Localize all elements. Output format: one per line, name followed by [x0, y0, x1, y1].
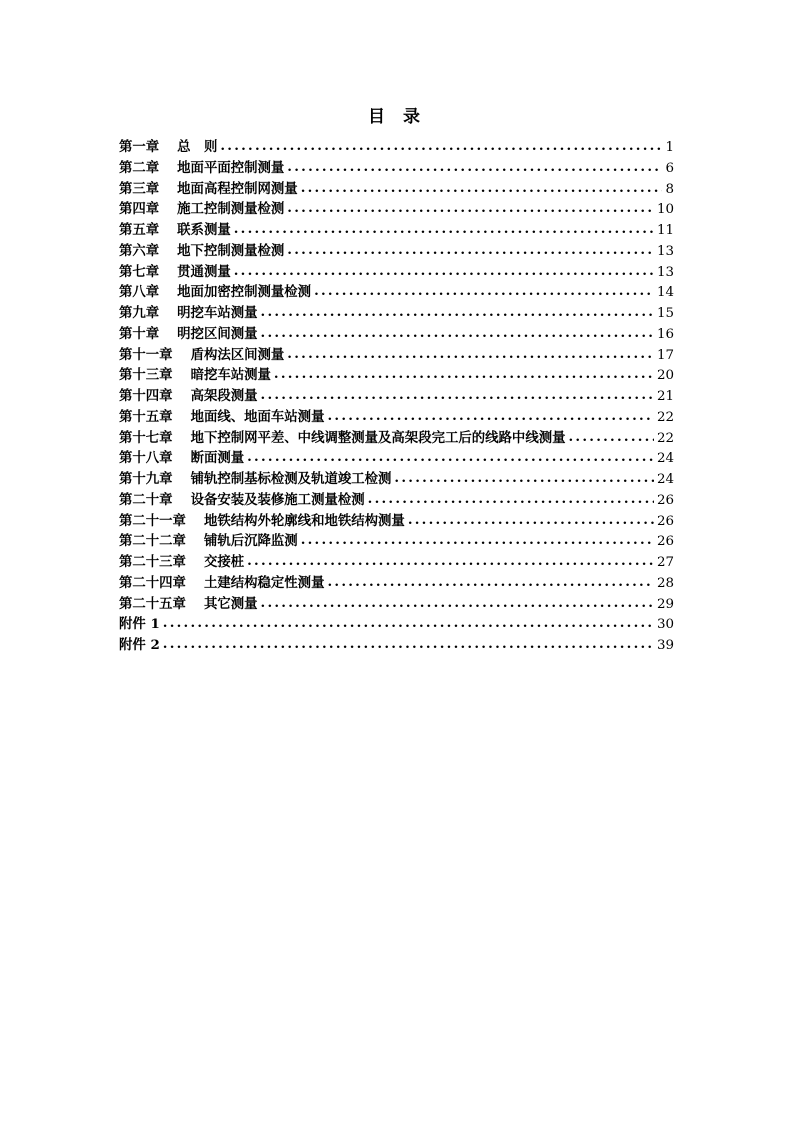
dot-leader — [274, 364, 654, 385]
toc-page-number: 8 — [665, 181, 674, 197]
toc-page-number: 27 — [656, 555, 674, 570]
toc-page-number: 15 — [656, 306, 674, 321]
toc-entry[interactable] — [119, 552, 674, 573]
toc-entry[interactable] — [119, 345, 674, 366]
toc-entry-label — [119, 241, 284, 262]
dot-leader — [247, 551, 654, 572]
toc-entry-label — [119, 614, 160, 635]
dot-leader — [234, 261, 654, 282]
toc-chapter-title: 地面平面控制测量 — [177, 159, 285, 176]
toc-entry[interactable] — [119, 448, 674, 469]
dot-leader — [234, 219, 654, 240]
toc-entry-label — [119, 448, 244, 469]
toc-entry-label — [119, 428, 566, 449]
toc-chapter-title: 地下控制测量检测 — [177, 242, 285, 259]
toc-title: 目 录 — [368, 107, 426, 127]
toc-chapter-number: 第八章 — [119, 284, 160, 301]
dot-leader — [287, 198, 654, 219]
dot-leader — [163, 634, 654, 655]
dot-leader — [314, 281, 654, 302]
toc-chapter-title: 断面测量 — [190, 450, 245, 467]
toc-chapter-title: 联系测量 — [177, 222, 231, 238]
toc-entry[interactable] — [119, 614, 674, 635]
toc-chapter-title: 明挖区间测量 — [177, 325, 258, 342]
toc-chapter-number: 第十章 — [119, 325, 160, 342]
dot-leader — [301, 530, 654, 551]
dot-leader — [247, 447, 654, 468]
toc-entry[interactable] — [119, 365, 674, 386]
toc-entry-label — [119, 469, 391, 490]
toc-entry[interactable] — [119, 490, 674, 511]
toc-entry[interactable] — [119, 282, 674, 303]
toc-entry[interactable] — [119, 594, 674, 615]
toc-chapter-title: 盾构法区间测量 — [190, 346, 285, 363]
toc-chapter-number: 第七章 — [119, 263, 160, 280]
toc-entry-label — [119, 511, 405, 532]
toc-page-number: 22 — [656, 409, 674, 425]
toc-chapter-number: 附件 2 — [119, 637, 160, 653]
toc-page-number: 21 — [656, 389, 674, 404]
toc-chapter-title: 明挖车站测量 — [177, 305, 258, 321]
toc-chapter-number: 第十四章 — [119, 388, 173, 404]
toc-entry-label — [119, 137, 217, 158]
toc-chapter-number: 第十一章 — [119, 346, 173, 363]
toc-chapter-number: 第三章 — [119, 180, 160, 197]
toc-entry[interactable] — [119, 407, 674, 428]
toc-page-number: 28 — [656, 575, 674, 591]
toc-entry[interactable] — [119, 428, 674, 449]
toc-page-number: 11 — [656, 223, 674, 238]
toc-chapter-title: 交接桩 — [203, 554, 245, 570]
toc-entry-label — [119, 386, 258, 407]
toc-entry-label — [119, 220, 231, 241]
toc-page-number: 26 — [656, 492, 674, 508]
toc-page-number: 24 — [656, 451, 674, 467]
dot-leader — [394, 468, 654, 489]
toc-entry-label — [119, 345, 284, 366]
toc-entry-label — [119, 365, 271, 386]
toc-entry[interactable] — [119, 179, 674, 200]
toc-chapter-title: 贯通测量 — [177, 263, 231, 280]
toc-page-number: 6 — [665, 160, 674, 176]
toc-chapter-number: 第一章 — [119, 139, 160, 155]
toc-chapter-number: 第二章 — [119, 159, 160, 176]
toc-page-number: 13 — [656, 243, 674, 259]
toc-entry-label — [119, 552, 244, 573]
toc-entry-label — [119, 324, 258, 345]
toc-chapter-number: 第九章 — [119, 305, 160, 321]
toc-page-number: 26 — [656, 513, 674, 529]
toc-page-number: 26 — [656, 534, 674, 550]
toc-entry[interactable] — [119, 241, 674, 262]
toc-entry[interactable] — [119, 573, 674, 594]
toc-chapter-title: 高架段测量 — [190, 388, 258, 404]
dot-leader — [368, 489, 654, 510]
toc-page-number: 30 — [656, 617, 674, 633]
dot-leader — [408, 510, 654, 531]
toc-entry-label — [119, 282, 311, 303]
toc-chapter-number: 第十五章 — [119, 408, 173, 425]
toc-entry-label — [119, 262, 231, 283]
toc-entry-label — [119, 179, 298, 200]
toc-page-number: 1 — [665, 140, 674, 155]
toc-entry-label — [119, 407, 324, 428]
toc-entry[interactable] — [119, 262, 674, 283]
toc-chapter-number: 第十七章 — [119, 429, 173, 446]
toc-page-number: 39 — [656, 638, 674, 653]
toc-chapter-title: 铺轨后沉降监测 — [203, 533, 298, 550]
toc-entry[interactable] — [119, 635, 674, 656]
toc-chapter-number: 第六章 — [119, 242, 160, 259]
toc-page-number: 10 — [656, 202, 674, 218]
dot-leader — [261, 385, 654, 406]
toc-chapter-number: 第十三章 — [119, 367, 173, 384]
toc-entry[interactable] — [119, 531, 674, 552]
toc-chapter-number: 第二十二章 — [119, 533, 186, 550]
toc-page-number: 14 — [656, 285, 674, 301]
toc-page-number: 20 — [656, 368, 674, 384]
toc-chapter-number: 第十八章 — [119, 450, 173, 467]
toc-entry[interactable] — [119, 158, 674, 179]
toc-chapter-title: 总 则 — [177, 139, 218, 155]
toc-entry[interactable] — [119, 220, 674, 241]
toc-chapter-number: 第五章 — [119, 222, 160, 238]
toc-entry-label — [119, 635, 160, 656]
toc-entry-label — [119, 573, 324, 594]
toc-chapter-title: 其它测量 — [203, 595, 258, 612]
toc-entry-label — [119, 594, 258, 615]
toc-entry-label — [119, 303, 258, 324]
toc-page-number: 13 — [656, 264, 674, 280]
dot-leader — [569, 427, 654, 448]
toc-chapter-title: 地下控制网平差、中线调整测量及高架段完工后的线路中线测量 — [190, 429, 566, 446]
toc-chapter-number: 第二十三章 — [119, 554, 186, 570]
toc-chapter-title: 暗挖车站测量 — [190, 367, 271, 384]
toc-chapter-number: 附件 1 — [119, 616, 160, 633]
toc-chapter-title: 地面加密控制测量检测 — [177, 284, 312, 301]
toc-entry[interactable] — [119, 324, 674, 345]
toc-entry[interactable] — [119, 303, 674, 324]
dot-leader — [287, 157, 662, 178]
toc-entry[interactable] — [119, 386, 674, 407]
dot-leader — [287, 240, 654, 261]
toc-entry[interactable] — [119, 137, 674, 158]
toc-chapter-title: 设备安装及装修施工测量检测 — [190, 491, 365, 508]
dot-leader — [327, 572, 653, 593]
toc-chapter-title: 地铁结构外轮廓线和地铁结构测量 — [203, 512, 405, 529]
toc-chapter-title: 地面高程控制网测量 — [177, 180, 298, 197]
toc-chapter-number: 第二十章 — [119, 491, 173, 508]
toc-chapter-number: 第二十四章 — [119, 574, 186, 591]
toc-chapter-number: 第二十五章 — [119, 595, 186, 612]
toc-page-number: 16 — [656, 326, 674, 342]
toc-page-number: 24 — [656, 472, 674, 487]
toc-chapter-title: 施工控制测量检测 — [177, 201, 285, 218]
dot-leader — [327, 406, 653, 427]
toc-entry-label — [119, 199, 284, 220]
toc-chapter-number: 第十九章 — [119, 471, 173, 487]
dot-leader — [261, 302, 654, 323]
toc-chapter-title: 土建结构稳定性测量 — [203, 574, 325, 591]
dot-leader — [220, 136, 662, 157]
dot-leader — [261, 593, 654, 614]
toc-page-number: 22 — [656, 430, 674, 446]
dot-leader — [163, 613, 654, 634]
dot-leader — [301, 178, 663, 199]
toc-entry[interactable] — [119, 199, 674, 220]
toc-entry-label — [119, 490, 365, 511]
toc-entry-label — [119, 158, 284, 179]
toc-entry[interactable] — [119, 469, 674, 490]
toc-chapter-number: 第四章 — [119, 201, 160, 218]
table-of-contents — [119, 137, 674, 656]
toc-entry[interactable] — [119, 511, 674, 532]
toc-entry-label — [119, 531, 298, 552]
toc-page-number: 17 — [656, 347, 674, 363]
toc-chapter-title: 地面线、地面车站测量 — [190, 408, 325, 425]
toc-page-number: 29 — [656, 596, 674, 612]
toc-chapter-number: 第二十一章 — [119, 512, 186, 529]
toc-chapter-title: 铺轨控制基标检测及轨道竣工检测 — [190, 471, 392, 487]
dot-leader — [287, 344, 654, 365]
dot-leader — [261, 323, 654, 344]
